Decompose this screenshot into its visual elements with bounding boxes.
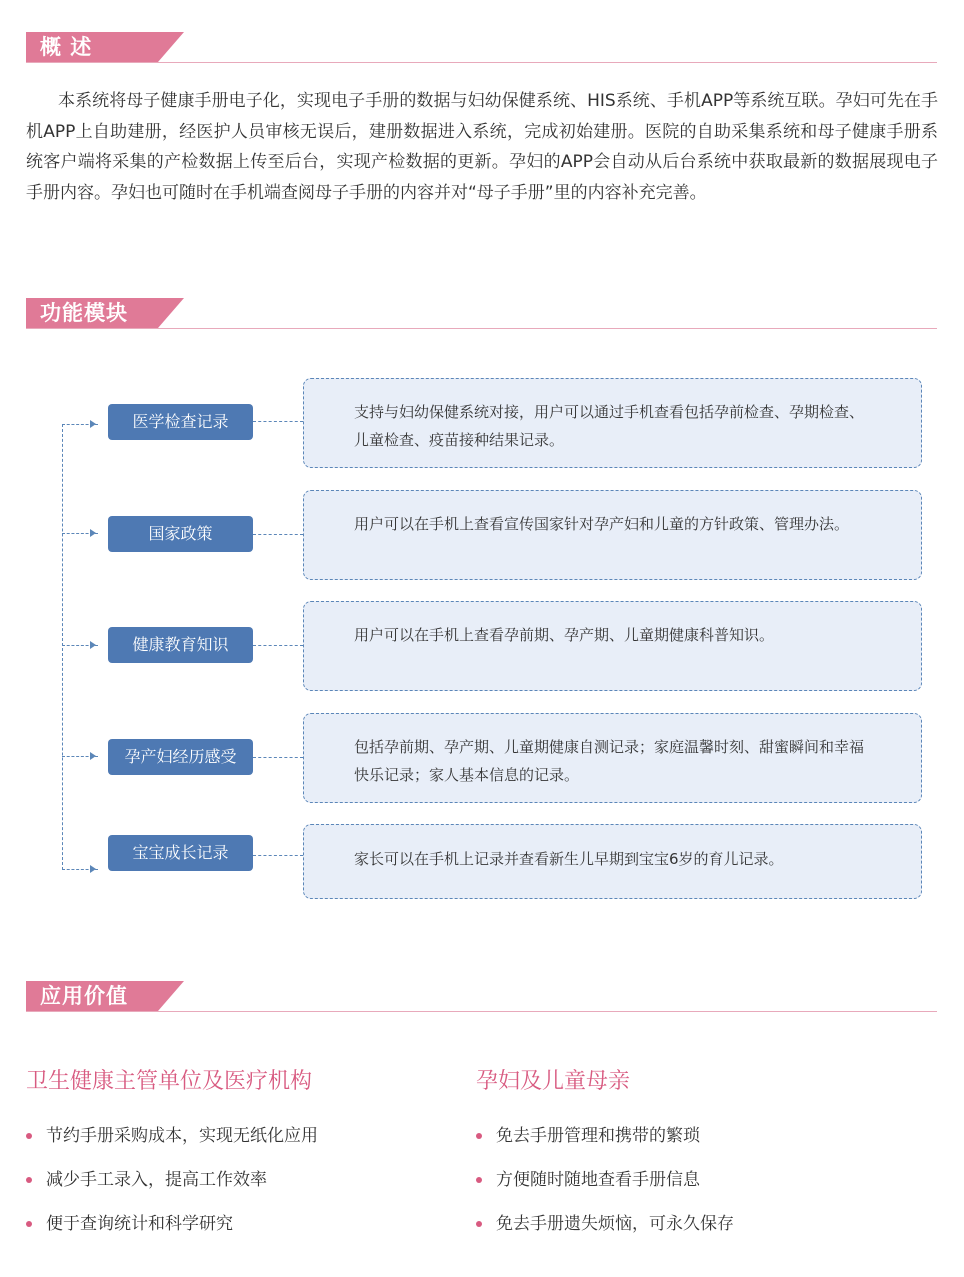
section-title-value: 应用价值	[26, 981, 158, 1011]
list-item	[26, 1208, 318, 1252]
connector-line	[253, 855, 303, 856]
bullet-dot-icon	[26, 1177, 32, 1183]
bullet-dot-icon	[476, 1177, 482, 1183]
module-button-national-policy[interactable]: 国家政策	[108, 516, 253, 552]
section-divider	[26, 1011, 937, 1012]
value-right-title: 孕妇及儿童母亲	[476, 1069, 631, 1094]
arrow-head-icon	[90, 752, 96, 760]
bullet-dot-icon	[476, 1133, 482, 1139]
module-button-health-education[interactable]: 健康教育知识	[108, 627, 253, 663]
bullet-dot-icon	[26, 1133, 32, 1139]
list-item-text: 减少手工录入，提高工作效率	[46, 1170, 267, 1190]
bullet-dot-icon	[476, 1221, 482, 1227]
list-item	[26, 1120, 318, 1164]
section-divider	[26, 62, 937, 63]
module-description: 用户可以在手机上查看宣传国家针对孕产妇和儿童的方针政策、管理办法。	[303, 490, 922, 580]
arrow-head-icon	[90, 420, 96, 428]
module-description: 支持与妇幼保健系统对接，用户可以通过手机查看包括孕前检查、孕期检查、儿童检查、疫苗接种结果记录。	[303, 378, 922, 468]
connector-line	[253, 757, 303, 758]
list-item-text: 便于查询统计和科学研究	[46, 1214, 233, 1234]
section-header-value	[26, 981, 937, 1017]
arrow-head-icon	[90, 529, 96, 537]
section-tab-corner	[158, 32, 184, 62]
module-button-baby-growth[interactable]: 宝宝成长记录	[108, 835, 253, 871]
bullet-dot-icon	[26, 1221, 32, 1227]
module-description: 家长可以在手机上记录并查看新生儿早期到宝宝6岁的育儿记录。	[303, 824, 922, 899]
module-description: 包括孕前期、孕产期、儿童期健康自测记录；家庭温馨时刻、甜蜜瞬间和幸福快乐记录；家人基本信息的记录。	[303, 713, 922, 803]
module-button-maternal-experience[interactable]: 孕产妇经历感受	[108, 739, 253, 775]
list-item-text: 免去手册遗失烦恼，可永久保存	[496, 1214, 734, 1234]
list-item-text: 节约手册采购成本，实现无纸化应用	[46, 1126, 318, 1146]
list-item	[476, 1164, 734, 1208]
section-title-modules: 功能模块	[26, 298, 158, 328]
value-right-list	[476, 1120, 734, 1252]
section-tab-corner	[158, 981, 184, 1011]
section-title-overview: 概 述	[26, 32, 158, 62]
arrow-head-icon	[90, 865, 96, 873]
list-item	[476, 1208, 734, 1252]
value-left-list	[26, 1120, 318, 1252]
overview-paragraph: 本系统将母子健康手册电子化，实现电子手册的数据与妇幼保健系统、HIS系统、手机APP等系统互联。孕妇可先在手机APP上自助建册，经医护人员审核无误后，建册数据进入系统，完成初始建册。医院的自助采集系统和母子健康手册系统客户端将采集的产检数据上传至后台，实现产检数据的更新。孕妇的APP会自动从后台系统中获取最新的数据展现电子手册内容。孕妇也可随时在手机端查阅母子手册的内容并对“母子手册”里的内容补充完善。	[26, 91, 938, 203]
section-divider	[26, 328, 937, 329]
module-connector-spine	[62, 424, 63, 870]
value-left-title: 卫生健康主管单位及医疗机构	[26, 1069, 313, 1094]
connector-line	[253, 421, 303, 422]
arrow-head-icon	[90, 641, 96, 649]
connector-line	[253, 645, 303, 646]
list-item-text: 免去手册管理和携带的繁琐	[496, 1126, 700, 1146]
list-item	[476, 1120, 734, 1164]
section-header-overview	[26, 32, 937, 68]
list-item-text: 方便随时随地查看手册信息	[496, 1170, 700, 1190]
module-button-medical-records[interactable]: 医学检查记录	[108, 404, 253, 440]
section-header-modules	[26, 298, 937, 334]
module-description: 用户可以在手机上查看孕前期、孕产期、儿童期健康科普知识。	[303, 601, 922, 691]
list-item	[26, 1164, 318, 1208]
section-tab-corner	[158, 298, 184, 328]
connector-line	[253, 534, 303, 535]
